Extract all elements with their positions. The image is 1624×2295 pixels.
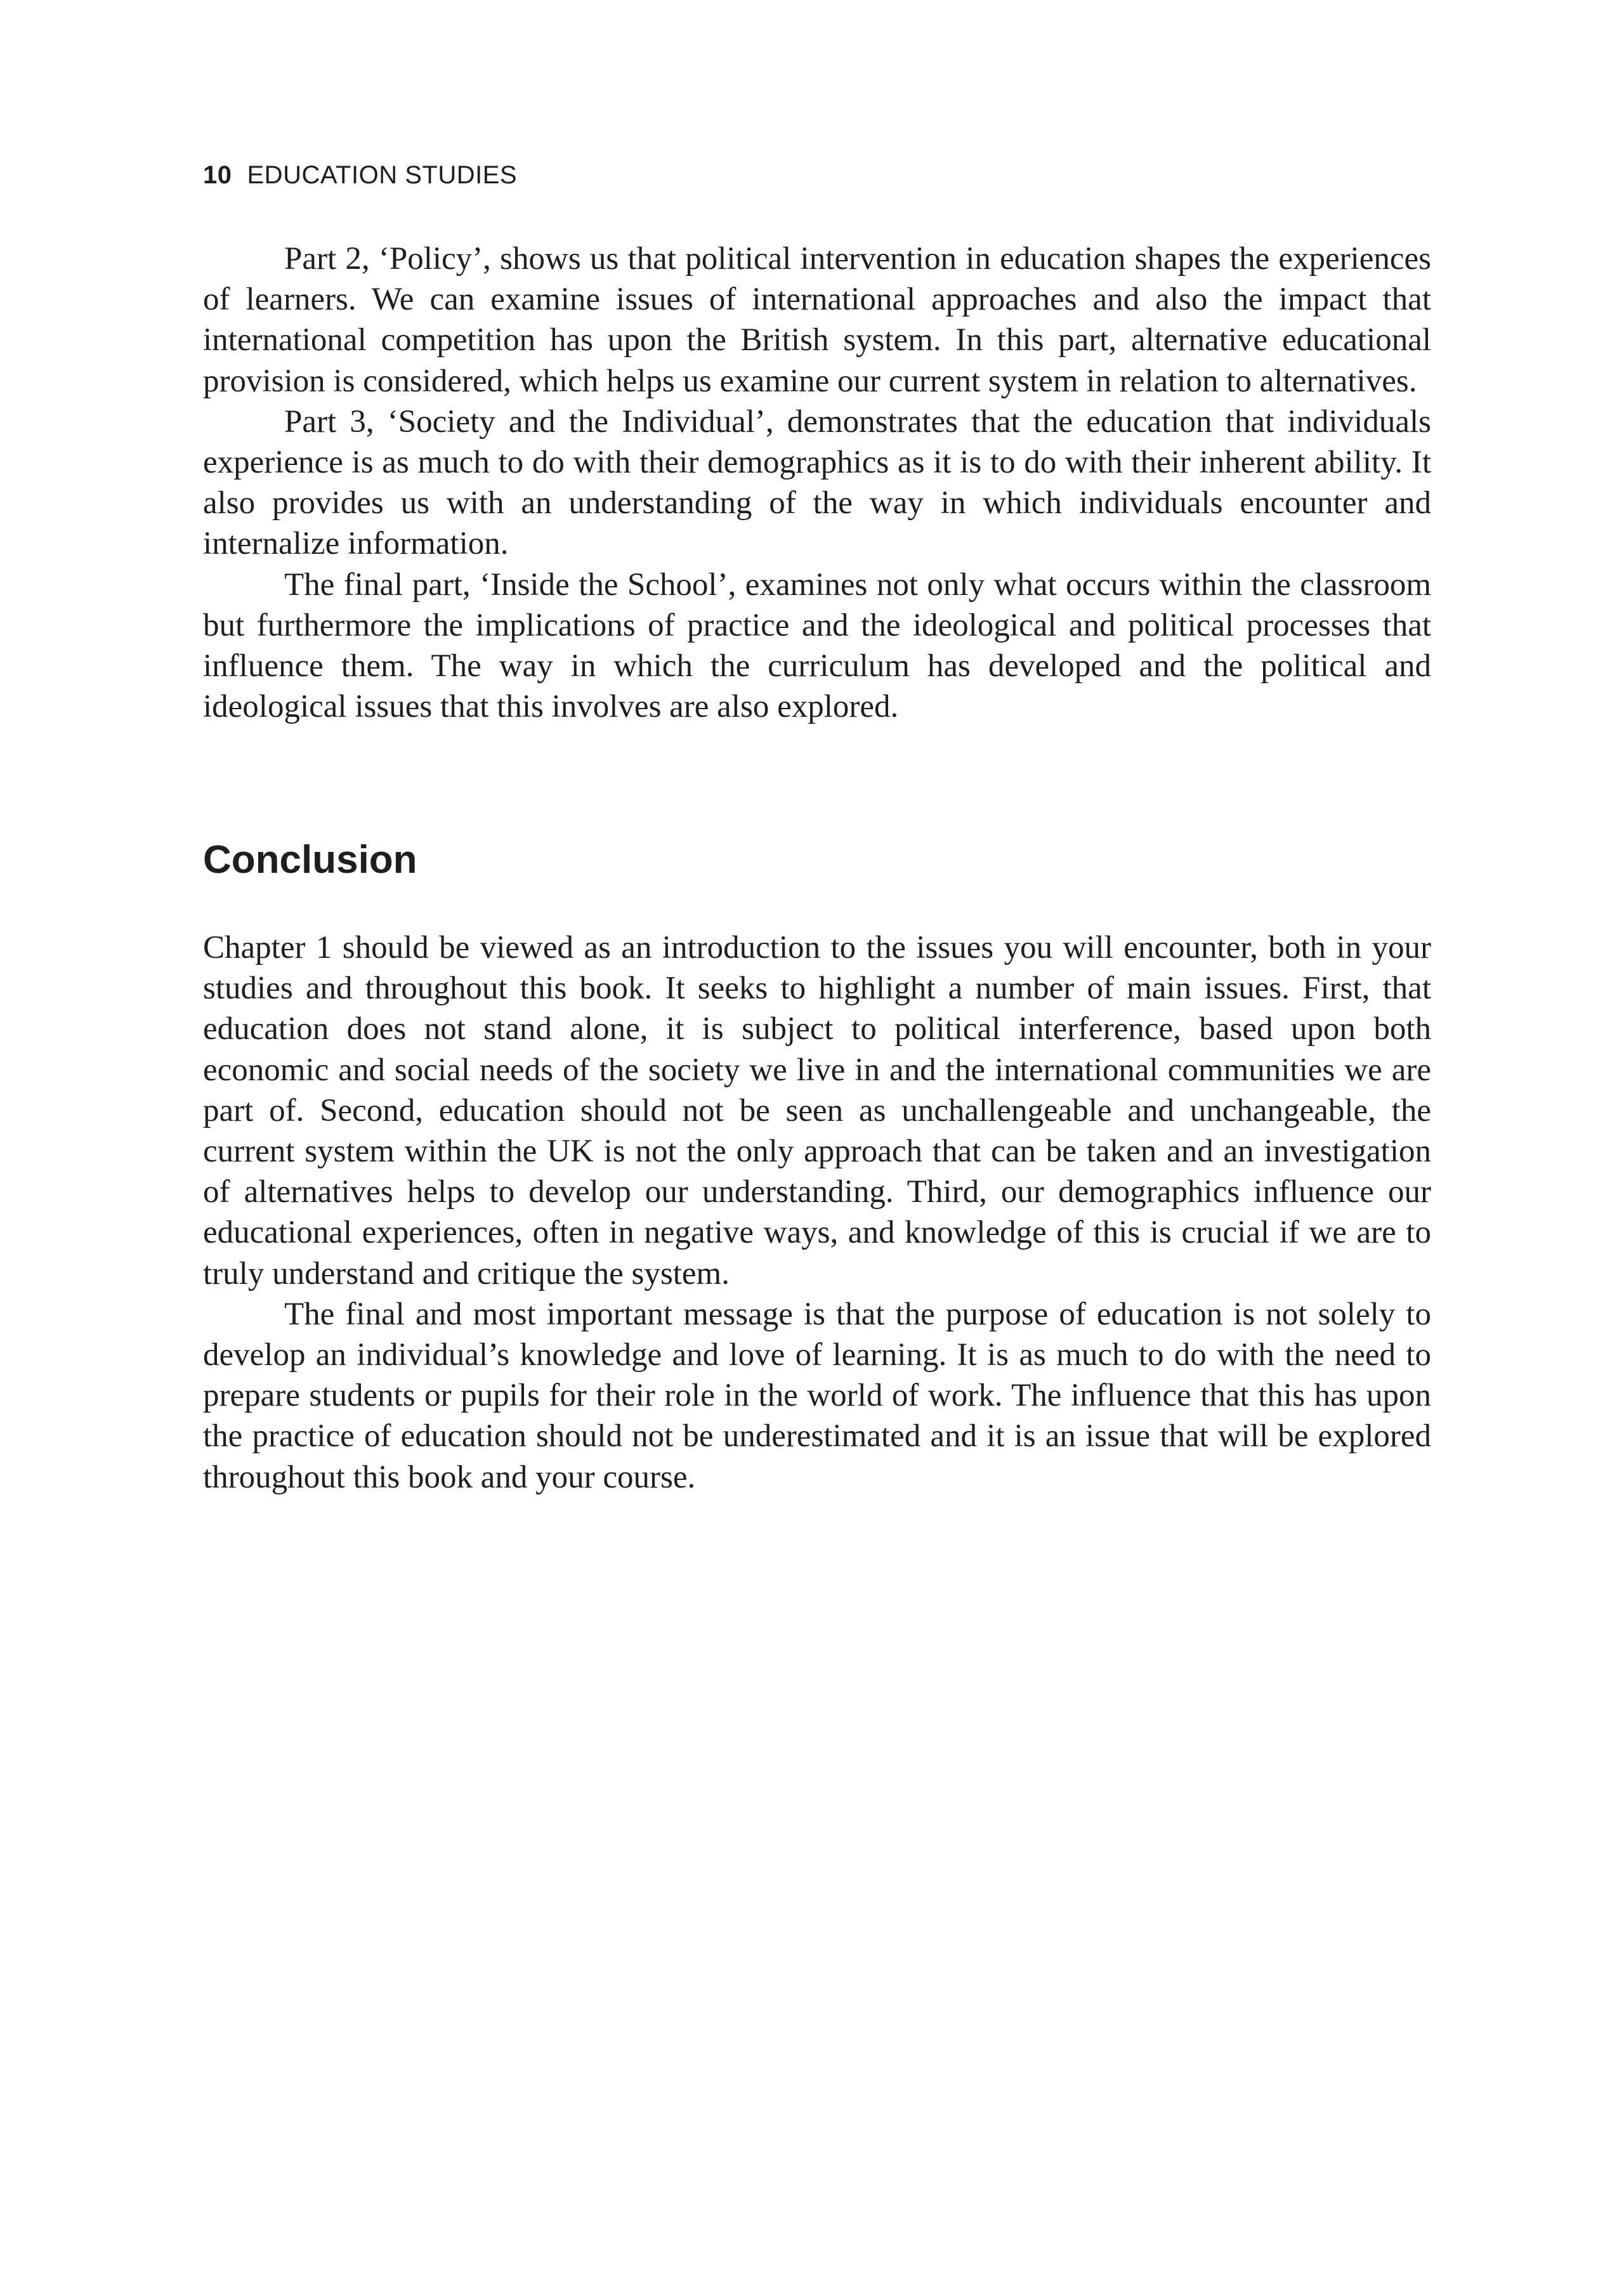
- page-number: 10: [203, 161, 232, 189]
- conclusion-section: [203, 927, 1431, 1498]
- conclusion-heading: Conclusion: [203, 838, 417, 882]
- intro-section: [203, 239, 1431, 727]
- running-header: [203, 157, 517, 193]
- paragraph-conclusion-chapter-1: Chapter 1 should be viewed as an introduction to the issues you will encounter, both in your studies and throughout this book. It seeks to highlight a number of main issues. First, that education does not stand alone, it is subject to political interference, based upon both economic and social needs of the society we live in and the international communities we are part of. Second, education should not be seen as unchallengeable and unchangeable, the current system within the UK is not the only approach that can be taken and an investigation of alternatives helps to develop our understanding. Third, our demographics influence our educational experiences, often in negative ways, and knowledge of this is crucial if we are to truly understand and critique the system.: [203, 930, 1431, 1291]
- running-title: EDUCATION STUDIES: [247, 161, 518, 189]
- paragraph-part-2-policy: Part 2, ‘Policy’, shows us that political intervention in education shapes the experiences of learners. We can examine issues of international approaches and also the impact that international competition has upon the British system. In this part, alternative educational provision is considered, which helps us examine our current system in relation to alternatives.: [203, 241, 1431, 399]
- paragraph-part-3-society: Part 3, ‘Society and the Individual’, demonstrates that the education that individuals experience is as much to do with their demographics as it is to do with their inherent ability. It also provides us with an understanding of the way in which individuals encounter and internalize information.: [203, 403, 1431, 562]
- paragraph-final-part-school: The final part, ‘Inside the School’, examines not only what occurs within the classroom but furthermore the implications of practice and the ideological and political processes that influence them. The way in which the curriculum has developed and the political and ideological issues that this involves are also explored.: [203, 566, 1431, 725]
- paragraph-conclusion-final-message: The final and most important message is that the purpose of education is not solely to develop an individual’s knowledge and love of learning. It is as much to do with the need to prepare students or pupils for their role in the world of work. The influence that this has upon the practice of education should not be underestimated and it is an issue that will be explored throughout this book and your course.: [203, 1296, 1431, 1495]
